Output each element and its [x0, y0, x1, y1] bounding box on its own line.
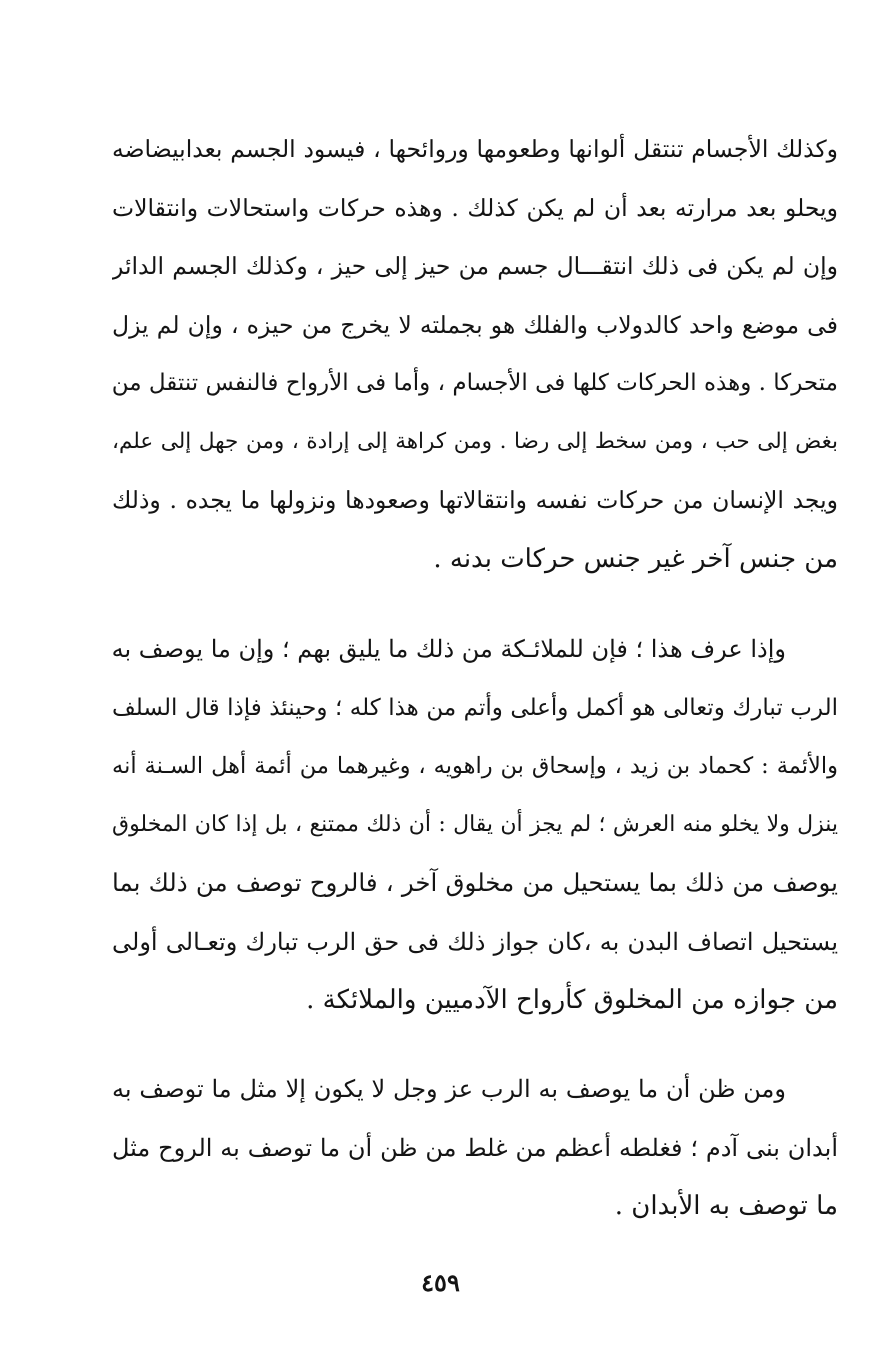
text-line: ما توصف به الأبدان .	[614, 1191, 838, 1221]
text-line: وإذا عرف هذا ؛ فإن للملائـكة من ذلك ما يليق بهم ؛ وإن ما يوصف به	[112, 635, 786, 663]
text-line: والأئمة : كحماد بن زيد ، وإسحاق بن راهويه ، وغيرهما من أئمة أهل السـنة أنه	[112, 753, 838, 779]
paragraph-3	[112, 1060, 838, 1236]
text-line: وإن لم يكن فى ذلك انتقـــال جسم من حيز إلى حيز ، وكذلك الجسم الدائر	[112, 252, 838, 280]
paragraph-1	[112, 120, 838, 588]
text-line: بغض إلى حب ، ومن سخط إلى رضا . ومن كراهة إلى إرادة ، ومن جهل إلى علم،	[112, 428, 838, 454]
text-line: فى موضع واحد كالدولاب والفلك هو بجملته لا يخرج من حيزه ، وإن لم يزل	[112, 310, 838, 339]
text-line: يوصف من ذلك بما يستحيل من مخلوق آخر ، فالروح توصف من ذلك بما	[112, 868, 838, 897]
text-line: وكذلك الأجسام تنتقل ألوانها وطعومها وروائحها ، فيسود الجسم بعدابيضاضه	[112, 135, 838, 163]
text-line: من جوازه من المخلوق كأرواح الآدميين والملائكة .	[306, 985, 838, 1015]
text-line: متحركا . وهذه الحركات كلها فى الأجسام ، وأما فى الأرواح فالنفس تنتقل من	[112, 370, 838, 396]
text-line: أبدان بنى آدم ؛ فغلطه أعظم من غلط من ظن أن ما توصف به الروح مثل	[112, 1133, 838, 1162]
text-line: من جنس آخر غير جنس حركات بدنه .	[433, 543, 838, 574]
text-line: ينزل ولا يخلو منه العرش ؛ لم يجز أن يقال : أن ذلك ممتنع ، بل إذا كان المخلوق	[112, 811, 838, 837]
text-line: الرب تبارك وتعالى هو أكمل وأعلى وأتم من هذا كله ؛ وحينئذ فإذا قال السلف	[112, 694, 838, 721]
text-line: ويجد الإنسان من حركات نفسه وانتقالاتها وصعودها ونزولها ما يجده . وذلك	[112, 486, 838, 514]
page-number: ٤٥٩	[421, 1268, 460, 1297]
text-line: ويحلو بعد مرارته بعد أن لم يكن كذلك . وهذه حركات واستحالات وانتقالات	[112, 193, 838, 222]
text-line: يستحيل اتصاف البدن به ،كان جواز ذلك فى حق الرب تبارك وتعـالى أولى	[112, 927, 838, 956]
text-line: ومن ظن أن ما يوصف به الرب عز وجل لا يكون إلا مثل ما توصف به	[112, 1075, 786, 1103]
paragraph-2	[112, 620, 838, 1030]
